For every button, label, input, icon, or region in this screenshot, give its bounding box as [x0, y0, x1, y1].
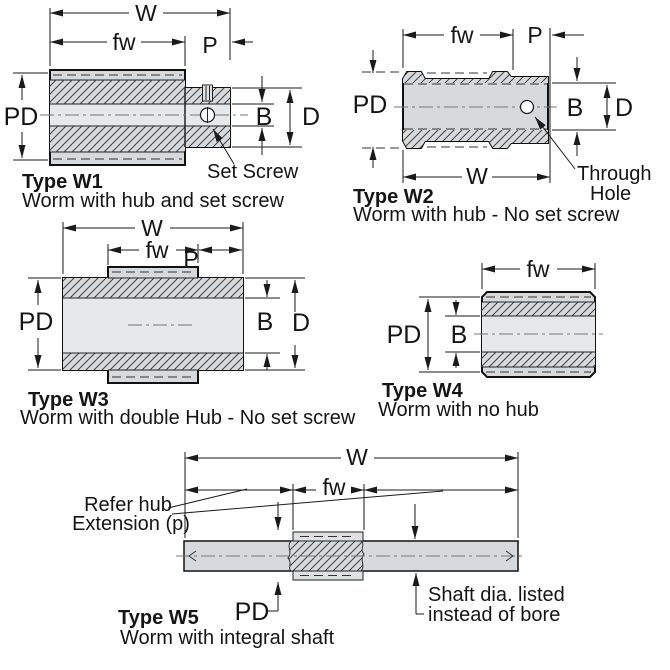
w5-dim-w — [185, 444, 518, 538]
w3-dim-d — [245, 278, 310, 370]
w2-dim-label-p: P — [527, 22, 543, 48]
w2-dim-label-pd: PD — [352, 91, 388, 119]
w2-through-hole — [521, 101, 534, 114]
w3-dim-label-d: D — [291, 309, 311, 337]
w3-dim-pd — [19, 278, 61, 370]
w3-bore-band — [63, 298, 243, 353]
w5-dim-label-pd: PD — [234, 598, 270, 626]
w5-dim-label-w: W — [346, 444, 368, 470]
w5-refer-hub-callout — [72, 489, 443, 535]
w2-description: Worm with hub - No set screw — [353, 204, 620, 226]
w5-refer-hub-label-2: Extension (p) — [72, 513, 190, 535]
w2-dim-label-d: D — [614, 94, 634, 122]
w3-dim-label-p: P — [183, 246, 199, 272]
w5-type-label: Type W5 — [118, 607, 199, 629]
w2-dim-pd — [353, 50, 401, 168]
w5-description: Worm with integral shaft — [120, 627, 335, 649]
w1-type-label: Type W1 — [22, 171, 103, 193]
w4-dim-label-b: B — [450, 321, 468, 349]
w1-dim-label-pd: PD — [3, 103, 39, 131]
w2-through-hole-label-2: Hole — [590, 183, 632, 205]
w4-type-label: Type W4 — [382, 380, 463, 402]
w3-dim-b — [245, 280, 280, 370]
w2-through-hole-label-1: Through — [577, 163, 652, 185]
w3-type-label: Type W3 — [28, 389, 109, 411]
w5-refer-hub-label-1: Refer hub — [84, 494, 172, 516]
w3-dim-p — [183, 246, 242, 272]
w5-shaft-dia-label-1: Shaft dia. listed — [428, 584, 565, 606]
w5-shaft-dia-label-2: instead of bore — [428, 604, 561, 626]
w4-description: Worm with no hub — [378, 399, 539, 421]
w3-dim-label-w: W — [141, 215, 163, 241]
w1-dim-label-w: W — [135, 0, 157, 26]
w3-dim-label-pd: PD — [18, 308, 54, 336]
diagram-type-w4 — [378, 256, 603, 421]
w5-dim-fw — [185, 474, 518, 530]
w2-dim-fw — [403, 22, 513, 70]
w1-dim-d — [290, 90, 320, 145]
w2-dim-label-w: W — [466, 163, 488, 189]
diagram-type-w2 — [353, 22, 652, 226]
w1-dim-fw — [50, 29, 185, 66]
w1-dim-label-d: D — [301, 103, 321, 131]
w1-description: Worm with hub and set screw — [22, 190, 284, 212]
w2-dim-w — [403, 150, 550, 189]
w2-dim-label-b: B — [566, 94, 584, 122]
w2-type-label: Type W2 — [353, 186, 434, 208]
w2-dim-d — [607, 85, 633, 128]
diagram-type-w5 — [72, 444, 565, 649]
w1-dim-b — [232, 76, 302, 155]
diagram-type-w1 — [4, 0, 320, 212]
diagram-type-w3 — [19, 215, 356, 429]
w2-dim-b — [552, 57, 616, 156]
w1-dim-label-b: B — [255, 103, 273, 131]
w1-dim-p — [202, 32, 253, 58]
w1-dim-pd — [4, 73, 48, 160]
w4-dim-label-pd: PD — [386, 321, 422, 349]
w1-set-screw-label: Set Screw — [207, 161, 299, 183]
w2-dim-label-fw: fw — [450, 22, 474, 48]
w3-description: Worm with double Hub - No set screw — [20, 407, 356, 429]
w4-dim-fw — [482, 256, 595, 289]
w4-dim-label-fw: fw — [526, 256, 550, 282]
w5-dim-label-fw: fw — [322, 474, 346, 500]
w1-dim-label-fw: fw — [112, 29, 136, 55]
w3-dim-label-b: B — [256, 308, 274, 336]
w3-dim-label-fw: fw — [145, 237, 169, 263]
w1-dim-label-p: P — [202, 32, 218, 58]
